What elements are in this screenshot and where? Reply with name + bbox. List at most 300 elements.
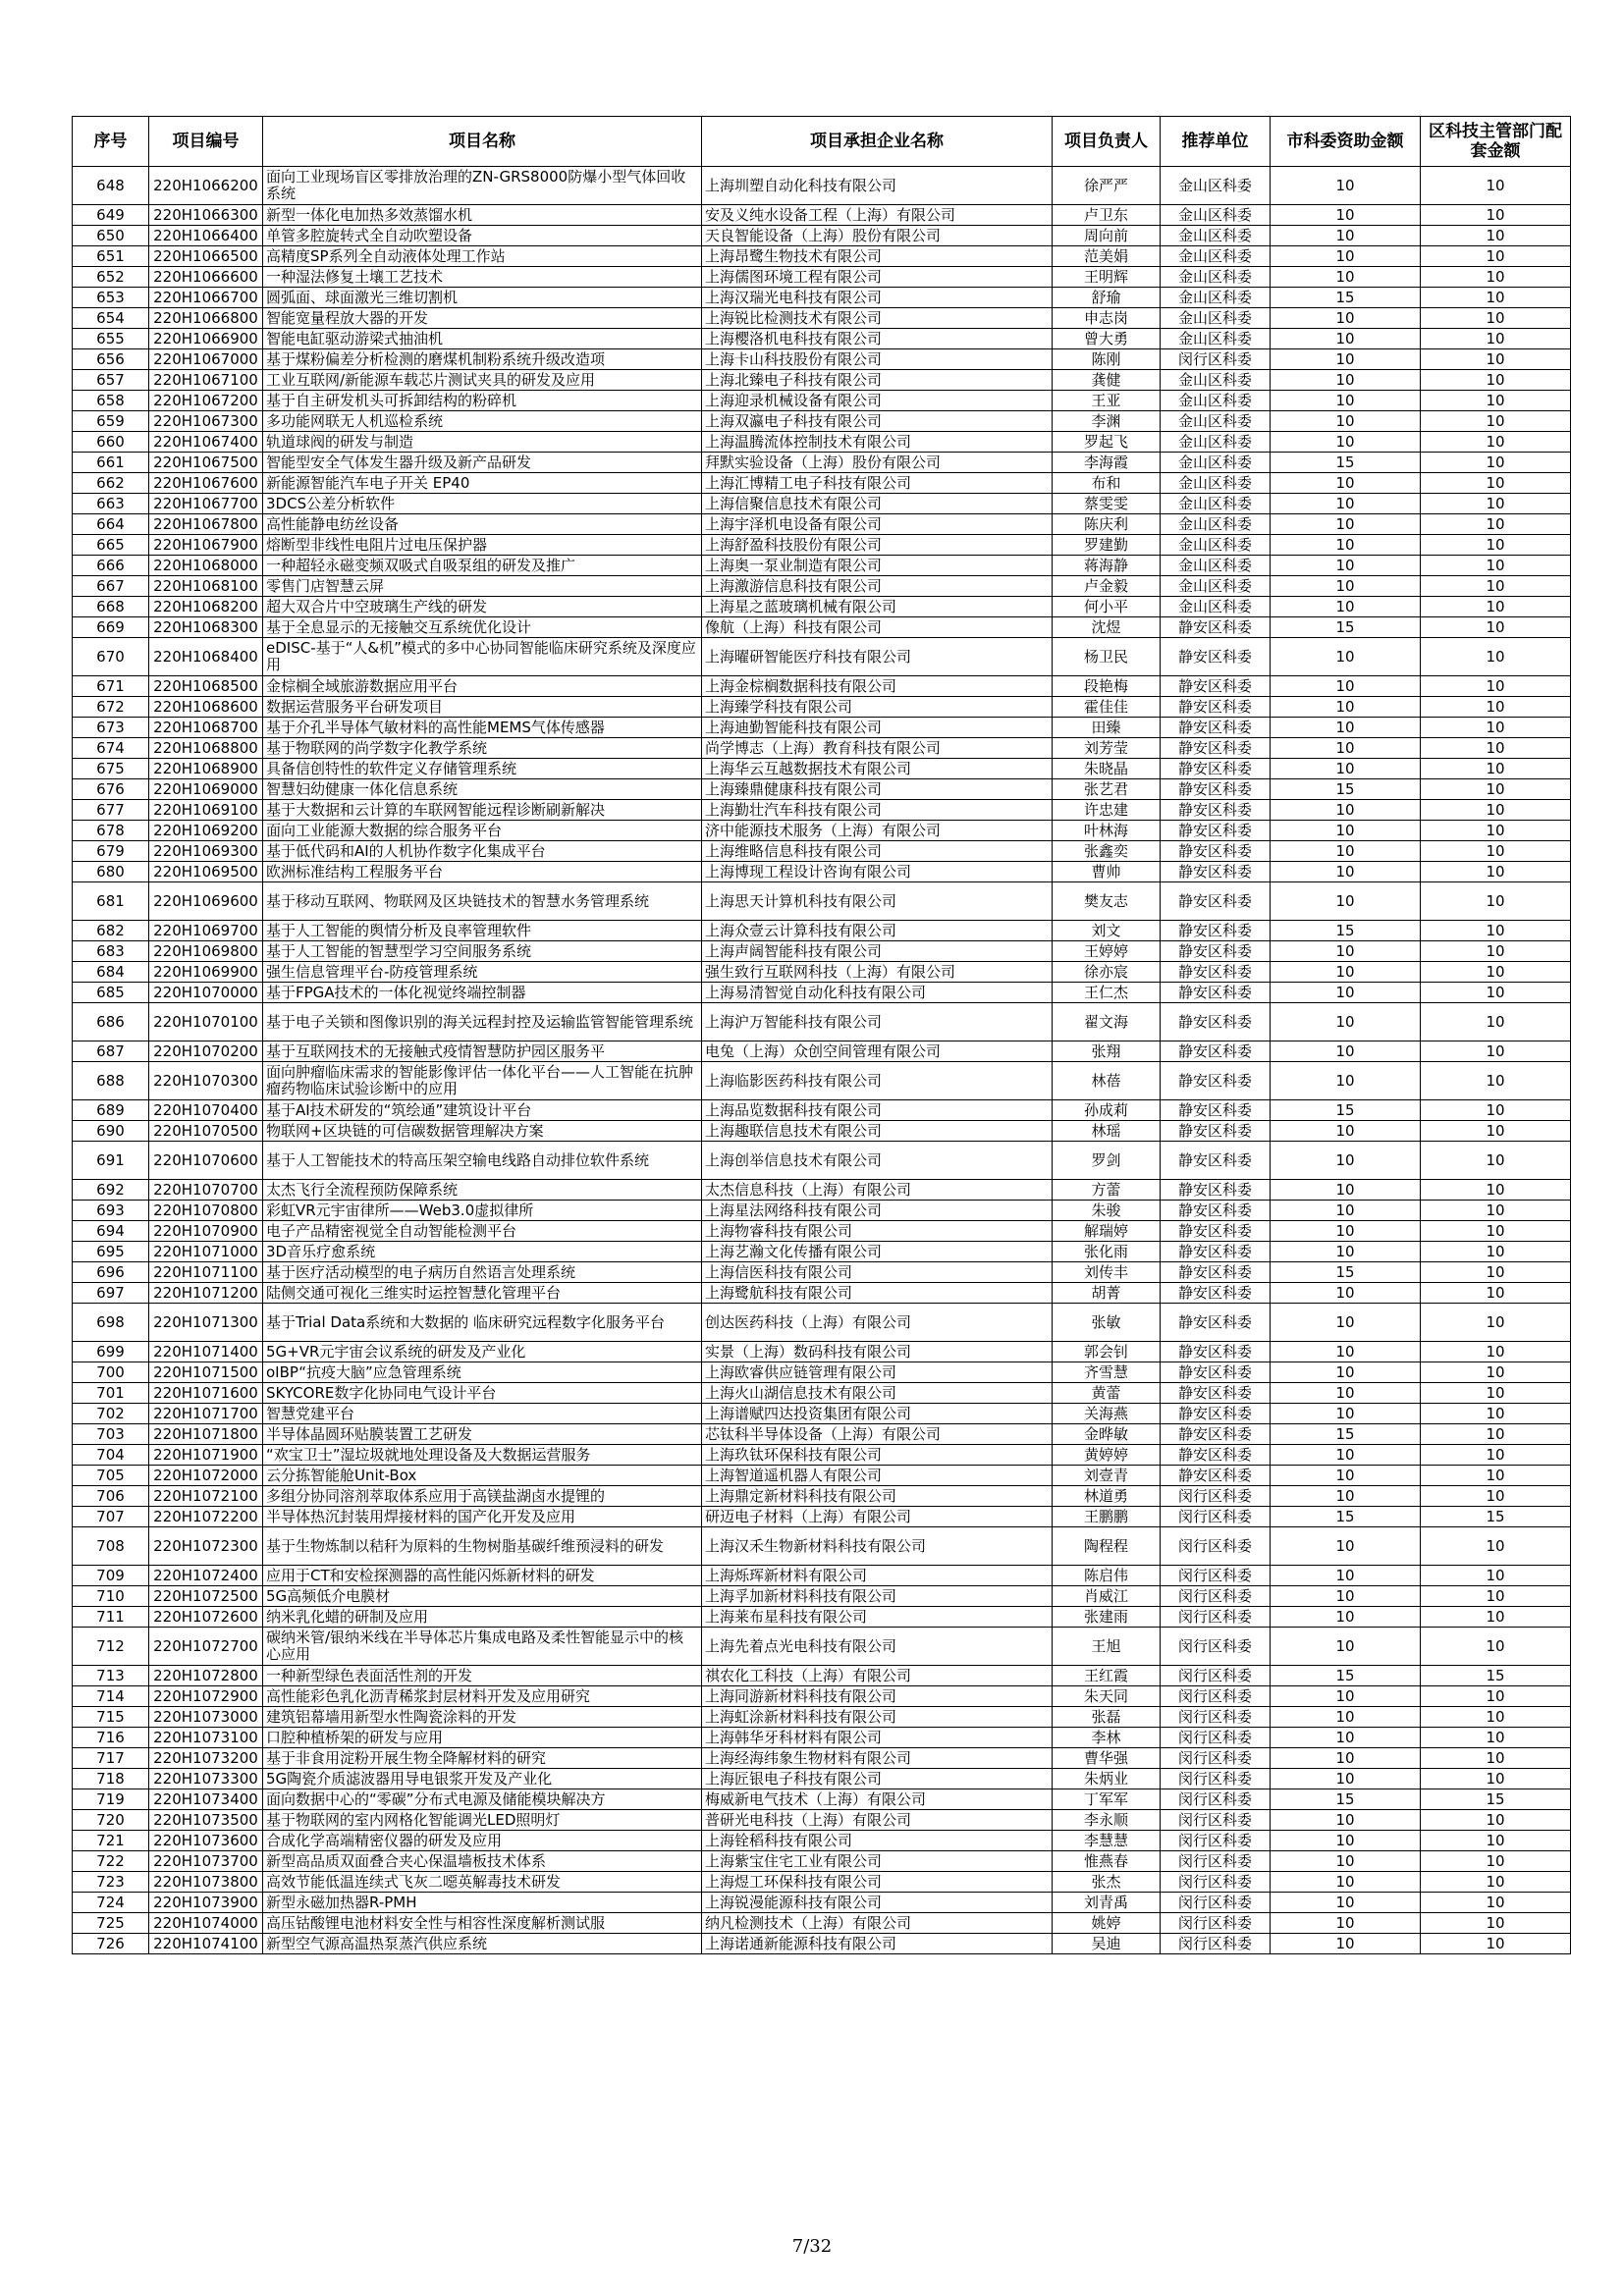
cell-city-funding: 10: [1271, 1404, 1421, 1424]
cell-leader: 齐雪慧: [1053, 1362, 1161, 1383]
cell-project-code: 220H1069600: [149, 882, 263, 921]
cell-company: 尚学博志（上海）教育科技有限公司: [702, 738, 1053, 759]
cell-company: 上海迪勤智能科技有限公司: [702, 718, 1053, 738]
cell-leader: 张建雨: [1053, 1607, 1161, 1628]
table-row: [73, 1566, 1571, 1586]
cell-serial: 687: [73, 1041, 149, 1062]
cell-district-funding: 10: [1421, 1221, 1571, 1242]
cell-project-name: 太杰飞行全流程预防保障系统: [263, 1180, 702, 1201]
cell-city-funding: 10: [1271, 494, 1421, 514]
cell-project-code: 220H1068400: [149, 638, 263, 676]
table-row: [73, 941, 1571, 962]
cell-city-funding: 10: [1271, 718, 1421, 738]
table-row: [73, 556, 1571, 576]
table-row: [73, 1628, 1571, 1666]
cell-recommender: 静安区科委: [1161, 1362, 1271, 1383]
table-row: [73, 800, 1571, 821]
cell-company: 上海奥一泵业制造有限公司: [702, 556, 1053, 576]
cell-company: 纳凡检测技术（上海）有限公司: [702, 1913, 1053, 1934]
cell-project-name: 数据运营服务平台研发项目: [263, 697, 702, 718]
cell-recommender: 静安区科委: [1161, 1283, 1271, 1304]
cell-city-funding: 10: [1271, 983, 1421, 1003]
cell-project-code: 220H1072300: [149, 1527, 263, 1566]
cell-company: 上海谱赋四达投资集团有限公司: [702, 1404, 1053, 1424]
cell-serial: 677: [73, 800, 149, 821]
cell-company: 上海金棕榈数据科技有限公司: [702, 676, 1053, 697]
cell-company: 上海汉瑞光电科技有限公司: [702, 288, 1053, 308]
cell-company: 上海儒图环境工程有限公司: [702, 267, 1053, 288]
cell-serial: 701: [73, 1383, 149, 1404]
cell-company: 上海紫宝住宅工业有限公司: [702, 1851, 1053, 1872]
cell-project-code: 220H1071300: [149, 1304, 263, 1342]
cell-city-funding: 10: [1271, 676, 1421, 697]
cell-district-funding: 10: [1421, 1934, 1571, 1954]
cell-company: 实景（上海）数码科技有限公司: [702, 1342, 1053, 1362]
cell-company: 上海激游信息科技有限公司: [702, 576, 1053, 597]
cell-project-name: 高压钴酸锂电池材料安全性与相容性深度解析测试服: [263, 1913, 702, 1934]
cell-city-funding: 10: [1271, 473, 1421, 494]
cell-leader: 张杰: [1053, 1872, 1161, 1893]
cell-company: 上海臻鼎健康科技有限公司: [702, 779, 1053, 800]
cell-project-name: 基于物联网的尚学数字化教学系统: [263, 738, 702, 759]
table-row: [73, 226, 1571, 246]
cell-district-funding: 10: [1421, 1062, 1571, 1100]
table-row: [73, 1445, 1571, 1466]
cell-leader: 吴迪: [1053, 1934, 1161, 1954]
cell-company: 上海思天计算机科技有限公司: [702, 882, 1053, 921]
cell-district-funding: 10: [1421, 718, 1571, 738]
cell-company: 上海欧睿供应链管理有限公司: [702, 1362, 1053, 1383]
cell-project-code: 220H1068100: [149, 576, 263, 597]
cell-serial: 721: [73, 1831, 149, 1851]
cell-leader: 朱炳业: [1053, 1769, 1161, 1789]
table-row: [73, 246, 1571, 267]
cell-recommender: 金山区科委: [1161, 432, 1271, 453]
page-number: 7/32: [791, 2236, 833, 2257]
cell-leader: 关海燕: [1053, 1404, 1161, 1424]
cell-city-funding: 10: [1271, 1769, 1421, 1789]
cell-leader: 朱晓晶: [1053, 759, 1161, 779]
cell-district-funding: 10: [1421, 1304, 1571, 1342]
cell-recommender: 静安区科委: [1161, 1404, 1271, 1424]
cell-company: 上海维略信息科技有限公司: [702, 841, 1053, 862]
table-row: [73, 882, 1571, 921]
cell-city-funding: 10: [1271, 226, 1421, 246]
cell-company: 上海汉禾生物新材料科技有限公司: [702, 1527, 1053, 1566]
table-row: [73, 1180, 1571, 1201]
cell-recommender: 闵行区科委: [1161, 1628, 1271, 1666]
cell-project-code: 220H1073700: [149, 1851, 263, 1872]
cell-project-code: 220H1068900: [149, 759, 263, 779]
cell-leader: 陈启伟: [1053, 1566, 1161, 1586]
cell-recommender: 静安区科委: [1161, 738, 1271, 759]
cell-serial: 678: [73, 821, 149, 841]
cell-recommender: 金山区科委: [1161, 597, 1271, 617]
cell-project-name: 基于介孔半导体气敏材料的高性能MEMS气体传感器: [263, 718, 702, 738]
cell-company: 济中能源技术服务（上海）有限公司: [702, 821, 1053, 841]
cell-company: 上海双瀛电子科技有限公司: [702, 411, 1053, 432]
cell-project-name: 一种新型绿色表面活性剂的开发: [263, 1666, 702, 1686]
cell-city-funding: 10: [1271, 1304, 1421, 1342]
cell-project-code: 220H1068000: [149, 556, 263, 576]
cell-city-funding: 10: [1271, 1142, 1421, 1180]
cell-district-funding: 10: [1421, 535, 1571, 556]
cell-recommender: 金山区科委: [1161, 205, 1271, 226]
cell-city-funding: 10: [1271, 514, 1421, 535]
cell-company: 上海先着点光电科技有限公司: [702, 1628, 1053, 1666]
cell-project-name: 基于煤粉偏差分析检测的磨煤机制粉系统升级改造项: [263, 349, 702, 370]
cell-leader: 丁军军: [1053, 1789, 1161, 1810]
cell-serial: 715: [73, 1707, 149, 1728]
cell-company: 上海星法网络科技有限公司: [702, 1201, 1053, 1221]
cell-district-funding: 10: [1421, 759, 1571, 779]
cell-company: 上海声阔智能科技有限公司: [702, 941, 1053, 962]
cell-project-code: 220H1066500: [149, 246, 263, 267]
table-row: [73, 1810, 1571, 1831]
table-row: [73, 1707, 1571, 1728]
cell-company: 上海孚加新材料科技有限公司: [702, 1586, 1053, 1607]
cell-project-code: 220H1070900: [149, 1221, 263, 1242]
cell-serial: 663: [73, 494, 149, 514]
cell-project-code: 220H1067200: [149, 391, 263, 411]
cell-leader: 樊友志: [1053, 882, 1161, 921]
cell-company: 上海同游新材料科技有限公司: [702, 1686, 1053, 1707]
cell-district-funding: 10: [1421, 1607, 1571, 1628]
cell-project-code: 220H1074100: [149, 1934, 263, 1954]
cell-leader: 惟燕春: [1053, 1851, 1161, 1872]
cell-project-code: 220H1074000: [149, 1913, 263, 1934]
cell-district-funding: 10: [1421, 1748, 1571, 1769]
cell-city-funding: 10: [1271, 882, 1421, 921]
cell-project-code: 220H1072900: [149, 1686, 263, 1707]
cell-recommender: 静安区科委: [1161, 1466, 1271, 1486]
cell-city-funding: 10: [1271, 267, 1421, 288]
cell-serial: 686: [73, 1003, 149, 1041]
cell-leader: 曾大勇: [1053, 329, 1161, 349]
cell-city-funding: 15: [1271, 288, 1421, 308]
cell-company: 上海鼎定新材料科技有限公司: [702, 1486, 1053, 1507]
table-row: [73, 759, 1571, 779]
cell-serial: 679: [73, 841, 149, 862]
cell-city-funding: 10: [1271, 1445, 1421, 1466]
cell-project-code: 220H1071000: [149, 1242, 263, 1262]
cell-project-code: 220H1071900: [149, 1445, 263, 1466]
table-row: [73, 1242, 1571, 1262]
cell-company: 上海圳塑自动化科技有限公司: [702, 167, 1053, 205]
cell-company: 上海物睿科技有限公司: [702, 1221, 1053, 1242]
cell-leader: 舒瑜: [1053, 288, 1161, 308]
cell-city-funding: 10: [1271, 1607, 1421, 1628]
table-row: [73, 1100, 1571, 1121]
cell-serial: 683: [73, 941, 149, 962]
table-row: [73, 349, 1571, 370]
table-row: [73, 1913, 1571, 1934]
cell-project-name: 半导体热沉封装用焊接材料的国产化开发及应用: [263, 1507, 702, 1527]
table-row: [73, 1934, 1571, 1954]
cell-project-name: 面向工业现场盲区零排放治理的ZN-GRS8000防爆小型气体回收系统: [263, 167, 702, 205]
cell-serial: 685: [73, 983, 149, 1003]
cell-district-funding: 10: [1421, 1242, 1571, 1262]
cell-project-code: 220H1070200: [149, 1041, 263, 1062]
cell-company: 上海汇博精工电子科技有限公司: [702, 473, 1053, 494]
cell-project-name: 应用于CT和安检探测器的高性能闪烁新材料的研发: [263, 1566, 702, 1586]
cell-company: 上海锐漫能源科技有限公司: [702, 1893, 1053, 1913]
project-table: [72, 116, 1571, 1954]
cell-leader: 龚健: [1053, 370, 1161, 391]
cell-project-name: 陆侧交通可视化三维实时运控智慧化管理平台: [263, 1283, 702, 1304]
cell-recommender: 闵行区科委: [1161, 1707, 1271, 1728]
cell-district-funding: 10: [1421, 1586, 1571, 1607]
cell-city-funding: 10: [1271, 1810, 1421, 1831]
cell-city-funding: 10: [1271, 1913, 1421, 1934]
cell-recommender: 闵行区科委: [1161, 1586, 1271, 1607]
cell-project-name: 5G高频低介电膜材: [263, 1586, 702, 1607]
cell-company: 上海众壹云计算科技有限公司: [702, 921, 1053, 941]
table-row: [73, 1362, 1571, 1383]
cell-district-funding: 10: [1421, 1262, 1571, 1283]
cell-leader: 张翔: [1053, 1041, 1161, 1062]
cell-city-funding: 10: [1271, 1851, 1421, 1872]
cell-recommender: 闵行区科委: [1161, 1527, 1271, 1566]
cell-leader: 王旭: [1053, 1628, 1161, 1666]
table-row: [73, 370, 1571, 391]
cell-project-code: 220H1067600: [149, 473, 263, 494]
cell-district-funding: 10: [1421, 391, 1571, 411]
table-row: [73, 1003, 1571, 1041]
cell-serial: 671: [73, 676, 149, 697]
cell-leader: 王明辉: [1053, 267, 1161, 288]
cell-leader: 陶程程: [1053, 1527, 1161, 1566]
cell-project-code: 220H1069700: [149, 921, 263, 941]
cell-project-code: 220H1069800: [149, 941, 263, 962]
cell-city-funding: 10: [1271, 1062, 1421, 1100]
cell-serial: 649: [73, 205, 149, 226]
table-row: [73, 535, 1571, 556]
cell-recommender: 静安区科委: [1161, 779, 1271, 800]
cell-project-code: 220H1068300: [149, 617, 263, 638]
cell-district-funding: 10: [1421, 329, 1571, 349]
cell-company: 上海经海纬象生物材料有限公司: [702, 1748, 1053, 1769]
cell-serial: 706: [73, 1486, 149, 1507]
cell-project-name: 碳纳米管/银纳米线在半导体芯片集成电路及柔性智能显示中的核心应用: [263, 1628, 702, 1666]
table-body: [73, 167, 1571, 1954]
cell-recommender: 闵行区科委: [1161, 1607, 1271, 1628]
cell-leader: 蒋海静: [1053, 556, 1161, 576]
cell-project-code: 220H1071100: [149, 1262, 263, 1283]
cell-district-funding: 10: [1421, 1728, 1571, 1748]
cell-serial: 695: [73, 1242, 149, 1262]
cell-serial: 667: [73, 576, 149, 597]
cell-leader: 罗起飞: [1053, 432, 1161, 453]
cell-recommender: 静安区科委: [1161, 1201, 1271, 1221]
cell-project-code: 220H1073600: [149, 1831, 263, 1851]
cell-leader: 霍佳佳: [1053, 697, 1161, 718]
cell-project-name: 基于物联网的室内网格化智能调光LED照明灯: [263, 1810, 702, 1831]
cell-city-funding: 10: [1271, 1748, 1421, 1769]
table-row: [73, 1466, 1571, 1486]
cell-project-code: 220H1072600: [149, 1607, 263, 1628]
cell-city-funding: 10: [1271, 841, 1421, 862]
cell-city-funding: 10: [1271, 432, 1421, 453]
cell-project-name: 智能电缸驱动游梁式抽油机: [263, 329, 702, 349]
cell-leader: 李海霞: [1053, 453, 1161, 473]
cell-leader: 王仁杰: [1053, 983, 1161, 1003]
cell-leader: 曹帅: [1053, 862, 1161, 882]
table-row: [73, 167, 1571, 205]
table-row: [73, 1789, 1571, 1810]
cell-city-funding: 10: [1271, 1934, 1421, 1954]
cell-project-name: 5G陶瓷介质滤波器用导电银浆开发及产业化: [263, 1769, 702, 1789]
cell-company: 上海迎录机械设备有限公司: [702, 391, 1053, 411]
cell-company: 上海沪万智能科技有限公司: [702, 1003, 1053, 1041]
cell-recommender: 静安区科委: [1161, 1041, 1271, 1062]
cell-city-funding: 10: [1271, 962, 1421, 983]
cell-leader: 肖威江: [1053, 1586, 1161, 1607]
cell-serial: 674: [73, 738, 149, 759]
cell-city-funding: 10: [1271, 205, 1421, 226]
cell-company: 上海锐比检测技术有限公司: [702, 308, 1053, 329]
cell-project-name: 合成化学高端精密仪器的研发及应用: [263, 1831, 702, 1851]
cell-project-name: 纳米乳化蜡的研制及应用: [263, 1607, 702, 1628]
cell-district-funding: 10: [1421, 1913, 1571, 1934]
cell-company: 上海北臻电子科技有限公司: [702, 370, 1053, 391]
cell-recommender: 静安区科委: [1161, 1121, 1271, 1142]
table-row: [73, 1283, 1571, 1304]
table-row: [73, 453, 1571, 473]
cell-district-funding: 10: [1421, 167, 1571, 205]
cell-serial: 693: [73, 1201, 149, 1221]
cell-project-name: 智慧妇幼健康一体化信息系统: [263, 779, 702, 800]
cell-project-code: 220H1070700: [149, 1180, 263, 1201]
cell-district-funding: 10: [1421, 370, 1571, 391]
cell-city-funding: 10: [1271, 1486, 1421, 1507]
cell-city-funding: 10: [1271, 941, 1421, 962]
cell-district-funding: 10: [1421, 349, 1571, 370]
table-row: [73, 1383, 1571, 1404]
cell-project-name: 一种超轻永磁变频双吸式自吸泵组的研发及推广: [263, 556, 702, 576]
cell-project-code: 220H1071200: [149, 1283, 263, 1304]
cell-recommender: 闵行区科委: [1161, 1913, 1271, 1934]
cell-company: 上海品览数据科技有限公司: [702, 1100, 1053, 1121]
cell-project-name: 高性能静电纺丝设备: [263, 514, 702, 535]
cell-city-funding: 10: [1271, 349, 1421, 370]
cell-recommender: 静安区科委: [1161, 1142, 1271, 1180]
table-row: [73, 1262, 1571, 1283]
table-row: [73, 841, 1571, 862]
cell-district-funding: 10: [1421, 494, 1571, 514]
cell-project-name: 3D音乐疗愈系统: [263, 1242, 702, 1262]
header-company: 项目承担企业名称: [702, 117, 1053, 167]
cell-serial: 651: [73, 246, 149, 267]
cell-project-code: 220H1066400: [149, 226, 263, 246]
table-row: [73, 738, 1571, 759]
cell-company: 上海博现工程设计咨询有限公司: [702, 862, 1053, 882]
cell-district-funding: 10: [1421, 411, 1571, 432]
cell-district-funding: 10: [1421, 473, 1571, 494]
cell-city-funding: 10: [1271, 370, 1421, 391]
table-row: [73, 1586, 1571, 1607]
cell-district-funding: 10: [1421, 308, 1571, 329]
cell-project-code: 220H1067000: [149, 349, 263, 370]
cell-company: 上海诺通新能源科技有限公司: [702, 1934, 1053, 1954]
cell-serial: 681: [73, 882, 149, 921]
cell-serial: 657: [73, 370, 149, 391]
table-row: [73, 267, 1571, 288]
cell-company: 太杰信息科技（上海）有限公司: [702, 1180, 1053, 1201]
cell-serial: 664: [73, 514, 149, 535]
cell-leader: 徐亦宸: [1053, 962, 1161, 983]
cell-recommender: 静安区科委: [1161, 882, 1271, 921]
cell-project-code: 220H1068700: [149, 718, 263, 738]
cell-district-funding: 10: [1421, 697, 1571, 718]
cell-district-funding: 15: [1421, 1507, 1571, 1527]
cell-city-funding: 10: [1271, 535, 1421, 556]
cell-serial: 704: [73, 1445, 149, 1466]
cell-recommender: 静安区科委: [1161, 921, 1271, 941]
cell-recommender: 静安区科委: [1161, 759, 1271, 779]
cell-district-funding: 10: [1421, 1527, 1571, 1566]
cell-recommender: 静安区科委: [1161, 638, 1271, 676]
cell-leader: 罗剑: [1053, 1142, 1161, 1180]
cell-serial: 725: [73, 1913, 149, 1934]
cell-district-funding: 10: [1421, 288, 1571, 308]
cell-project-name: 彩虹VR元宇宙律所——Web3.0虚拟律所: [263, 1201, 702, 1221]
cell-serial: 682: [73, 921, 149, 941]
cell-recommender: 静安区科委: [1161, 800, 1271, 821]
cell-company: 上海临影医药科技有限公司: [702, 1062, 1053, 1100]
cell-serial: 668: [73, 597, 149, 617]
cell-company: 上海易清智觉自动化科技有限公司: [702, 983, 1053, 1003]
cell-leader: 张化雨: [1053, 1242, 1161, 1262]
cell-city-funding: 10: [1271, 1728, 1421, 1748]
cell-district-funding: 10: [1421, 1201, 1571, 1221]
cell-leader: 刘青禹: [1053, 1893, 1161, 1913]
header-serial: 序号: [73, 117, 149, 167]
cell-district-funding: 10: [1421, 676, 1571, 697]
cell-serial: 697: [73, 1283, 149, 1304]
cell-district-funding: 10: [1421, 921, 1571, 941]
cell-recommender: 静安区科委: [1161, 821, 1271, 841]
cell-recommender: 金山区科委: [1161, 329, 1271, 349]
cell-leader: 王亚: [1053, 391, 1161, 411]
cell-city-funding: 15: [1271, 453, 1421, 473]
cell-district-funding: 10: [1421, 1831, 1571, 1851]
cell-leader: 杨卫民: [1053, 638, 1161, 676]
cell-project-code: 220H1069000: [149, 779, 263, 800]
cell-district-funding: 10: [1421, 1872, 1571, 1893]
cell-project-code: 220H1069200: [149, 821, 263, 841]
cell-serial: 710: [73, 1586, 149, 1607]
cell-recommender: 金山区科委: [1161, 411, 1271, 432]
table-row: [73, 1342, 1571, 1362]
cell-project-name: 5G+VR元宇宙会议系统的研发及产业化: [263, 1342, 702, 1362]
cell-leader: 李永顺: [1053, 1810, 1161, 1831]
cell-project-name: 智能型安全气体发生器升级及新产品研发: [263, 453, 702, 473]
cell-serial: 650: [73, 226, 149, 246]
cell-city-funding: 15: [1271, 1424, 1421, 1445]
cell-leader: 卢卫东: [1053, 205, 1161, 226]
cell-project-name: 零售门店智慧云屏: [263, 576, 702, 597]
cell-city-funding: 15: [1271, 1666, 1421, 1686]
cell-project-name: 新型高品质双面叠合夹心保温墙板技术体系: [263, 1851, 702, 1872]
table-row: [73, 1872, 1571, 1893]
cell-city-funding: 10: [1271, 411, 1421, 432]
cell-project-name: 基于非食用淀粉开展生物全降解材料的研究: [263, 1748, 702, 1769]
table-row: [73, 391, 1571, 411]
cell-district-funding: 15: [1421, 1666, 1571, 1686]
table-row: [73, 1121, 1571, 1142]
cell-project-code: 220H1071500: [149, 1362, 263, 1383]
